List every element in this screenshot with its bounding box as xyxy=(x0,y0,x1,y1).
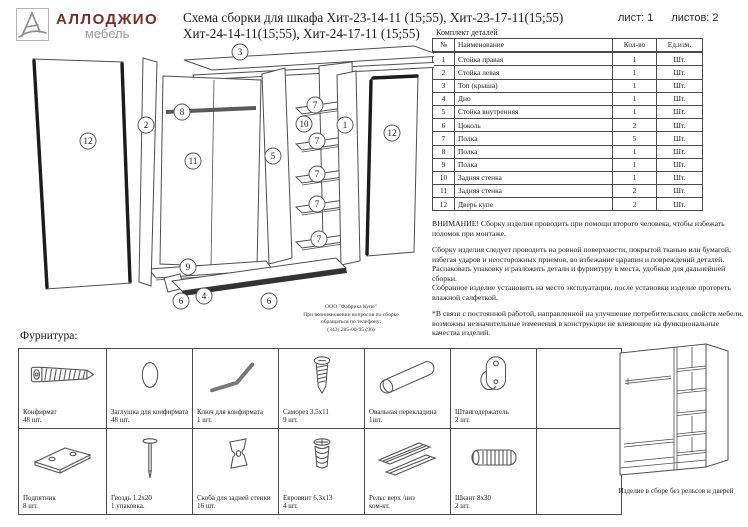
factory-note-line: При возникновении вопросов по сборке xyxy=(303,311,399,318)
sliding-door-left xyxy=(33,59,131,289)
table-row: 4 Дно 1 Шт. xyxy=(433,92,703,105)
hardware-name: Евровинт 6,3х13 xyxy=(283,494,333,503)
nail-icon xyxy=(115,432,185,482)
hardware-name: Штангодержатель xyxy=(455,408,509,417)
table-row: 2 Стойка левая 1 Шт. xyxy=(433,66,703,79)
hardware-section-title: Фурнитура: xyxy=(20,330,78,342)
hardware-cell xyxy=(365,429,451,515)
hardware-cell xyxy=(193,349,279,429)
hardware-cell xyxy=(279,429,365,515)
callout-3 xyxy=(232,44,248,60)
brand-name: АЛЛОДЖИО xyxy=(56,11,159,28)
assembled-view-caption: Изделие в сборе без рельсов и дверей xyxy=(618,487,734,495)
factory-contact-note xyxy=(256,304,446,334)
assembled-wardrobe-drawing xyxy=(614,332,746,484)
hardware-qty: 1шт. xyxy=(369,416,383,425)
factory-phone: (343) 285-00-95 (96) xyxy=(327,326,375,333)
table-row: 3 Топ (крыша) 1 Шт. xyxy=(433,79,703,92)
callout-7 xyxy=(309,133,325,149)
hardware-qty: 4 шт. xyxy=(283,502,298,511)
self-tapping-screw-icon xyxy=(287,352,357,398)
callout-7 xyxy=(309,196,325,212)
hardware-name: Шкант 8х30 xyxy=(455,494,492,503)
hardware-name: Саморез 3,5х11 xyxy=(283,408,329,417)
hardware-qty: 2 шт. xyxy=(455,416,470,425)
stylized-a-icon xyxy=(17,9,48,40)
table-row: 1 Стойка правая 1 Шт. xyxy=(433,52,703,66)
table-row: 8 Полка 1 Шт. xyxy=(433,145,703,158)
sheet-number: лист: 1 xyxy=(618,12,654,24)
warning-text: ВНИМАНИЕ! Сборку изделия проводить при помощи второго человека, чтобы избежать поломок при монтаже. xyxy=(432,219,725,238)
brand-subtitle: мебель xyxy=(84,26,130,41)
table-row: 12 Дверь купе 2 Шт. xyxy=(433,198,703,211)
hardware-qty: ком-кт. xyxy=(369,502,390,511)
dowel-icon xyxy=(459,432,529,482)
callout-8 xyxy=(174,104,190,120)
parts-table xyxy=(432,38,703,211)
svg-text:7: 7 xyxy=(314,199,320,209)
hardware-qty: 2 шт. xyxy=(455,502,470,511)
note-paragraph: Собранное изделие установить на место эксплуатации, после установки изделие протереть влажной салфеткой. xyxy=(432,283,731,302)
hardware-cell xyxy=(451,349,537,429)
inner-side-panel xyxy=(262,68,292,264)
wardrobe-front-face xyxy=(620,344,706,475)
hardware-name: Скоба для задней стенки xyxy=(197,494,271,503)
top-panel xyxy=(184,46,434,80)
back-panel-large xyxy=(160,76,261,268)
euro-screw-icon xyxy=(287,432,357,482)
logo-mark xyxy=(16,8,49,41)
foot-plate-icon xyxy=(28,432,98,482)
table-row: 11 Задняя стенка 2 Шт. xyxy=(433,185,703,198)
oval-rod-icon xyxy=(373,352,443,398)
hardware-cell xyxy=(19,429,107,515)
right-side-panel xyxy=(337,71,360,265)
hardware-name: Ключ для конфирмата xyxy=(197,408,263,417)
callout-6 xyxy=(173,293,189,309)
callout-7 xyxy=(309,166,325,182)
col-unit: Ед.изм. xyxy=(657,39,703,53)
callout-12-right xyxy=(384,125,400,141)
callout-12-left xyxy=(80,133,96,149)
hex-key-icon xyxy=(201,352,271,398)
table-row: 6 Цоколь 2 Шт. xyxy=(433,119,703,132)
rail-icon xyxy=(373,432,443,482)
note-paragraph: Сборку изделия следует проводить на ровной поверхности, покрытой тканью или бумагой, избегая ударов и неосторожных приемов, во избежание царапин и повреждений деталей. xyxy=(432,245,731,264)
exploded-assembly-diagram xyxy=(14,40,434,332)
table-row: 10 Задняя стенка 1 Шт. xyxy=(433,171,703,184)
table-row: 5 Стойка внутренняя 1 Шт. xyxy=(433,105,703,118)
callout-4 xyxy=(196,288,212,304)
confirmat-cap-icon xyxy=(115,352,185,398)
svg-text:6: 6 xyxy=(266,296,272,306)
back-wall-bracket-icon xyxy=(201,432,271,482)
table-row: 7 Полка 5 Шт. xyxy=(433,132,703,145)
svg-text:3: 3 xyxy=(237,47,243,57)
svg-text:7: 7 xyxy=(312,100,318,110)
factory-note-line: обращаться по телефону: xyxy=(320,319,382,326)
svg-text:10: 10 xyxy=(299,119,309,129)
sliding-door-right xyxy=(367,75,418,256)
empty-cell xyxy=(537,349,622,429)
page-title-line1: Схема сборки для шкафа Хит-23-14-11 (15;55), Хит-23-17-11(15;55) xyxy=(183,10,564,25)
hardware-row xyxy=(19,429,622,515)
svg-text:12: 12 xyxy=(83,136,93,146)
hardware-name: Заглушка для конфирмата xyxy=(111,408,189,417)
hardware-cell xyxy=(279,349,365,429)
callout-2 xyxy=(138,117,154,133)
hardware-name: Гвоздь 1.2х20 xyxy=(111,494,152,503)
col-name: Наименование xyxy=(455,39,613,53)
svg-text:7: 7 xyxy=(316,234,322,244)
callout-11 xyxy=(185,153,201,169)
svg-text:12: 12 xyxy=(387,128,397,138)
hardware-table xyxy=(18,348,622,515)
empty-cell xyxy=(537,429,622,515)
svg-text:2: 2 xyxy=(143,120,149,130)
hardware-cell xyxy=(107,429,193,515)
callout-10 xyxy=(296,116,312,132)
hardware-cell xyxy=(107,349,193,429)
svg-text:7: 7 xyxy=(314,136,320,146)
callout-1 xyxy=(337,117,353,133)
hardware-cell xyxy=(451,429,537,515)
hardware-name: Конфирмат xyxy=(23,408,57,417)
factory-name: ООО "Фабрика Купе" xyxy=(325,304,377,310)
col-qty: Кол-во xyxy=(613,39,657,53)
hardware-cell xyxy=(193,429,279,515)
svg-text:5: 5 xyxy=(270,151,276,161)
hardware-qty: 9 шт. xyxy=(283,416,298,425)
svg-text:7: 7 xyxy=(314,169,320,179)
hardware-row xyxy=(19,349,622,429)
hardware-qty: 48 шт. xyxy=(111,416,130,425)
hardware-qty: 8 шт. xyxy=(23,502,38,511)
assembly-notes xyxy=(432,219,746,338)
page-title-line2: Хит-24-14-11(15;55), Хит-24-17-11 (15;55) xyxy=(183,26,420,41)
brand-text xyxy=(56,8,158,41)
hardware-name: Подпятник xyxy=(23,494,56,503)
callout-5 xyxy=(265,148,281,164)
sheet-info xyxy=(618,12,719,24)
svg-text:4: 4 xyxy=(201,291,207,301)
table-row: 9 Полка 1 Шт. xyxy=(433,158,703,171)
parts-table-title: Комплект деталей xyxy=(436,28,498,37)
svg-text:1: 1 xyxy=(342,120,348,130)
callout-7 xyxy=(311,231,327,247)
hardware-qty: 48 шт. xyxy=(23,416,42,425)
brand-logo xyxy=(16,8,158,41)
hardware-name: Овальная перекладина xyxy=(369,408,437,417)
svg-text:8: 8 xyxy=(179,107,185,117)
callout-7 xyxy=(307,97,323,113)
confirmat-screw-icon xyxy=(28,352,98,398)
hardware-qty: 1 упаковка. xyxy=(111,502,145,511)
disclaimer-text: *В связи с постоянной работой, направленной на улучшение потребительских свойств мебели, возможны незначительные изменения в конструкции не влияющие на функциональные качества изделий. xyxy=(432,309,744,338)
callout-9 xyxy=(180,259,196,275)
hardware-qty: 1 шт. xyxy=(197,416,212,425)
svg-text:6: 6 xyxy=(178,296,184,306)
note-paragraph: Распаковать упаковку и разложить детали и фурнитуру в места, удобные для дальнейшей сборки. xyxy=(432,264,726,283)
hardware-cell xyxy=(365,349,451,429)
hardware-name: Рельс верх /низ xyxy=(369,494,415,503)
svg-text:9: 9 xyxy=(185,262,191,272)
rod-holder-icon xyxy=(459,352,529,398)
svg-text:11: 11 xyxy=(188,156,198,166)
sheets-total: листов: 2 xyxy=(671,12,719,24)
wardrobe-side-face xyxy=(706,344,728,467)
col-num: № xyxy=(433,39,455,53)
table-header-row xyxy=(433,39,703,53)
left-side-panel xyxy=(139,58,157,286)
hardware-cell xyxy=(19,349,107,429)
hardware-qty: 16 шт. xyxy=(197,502,216,511)
